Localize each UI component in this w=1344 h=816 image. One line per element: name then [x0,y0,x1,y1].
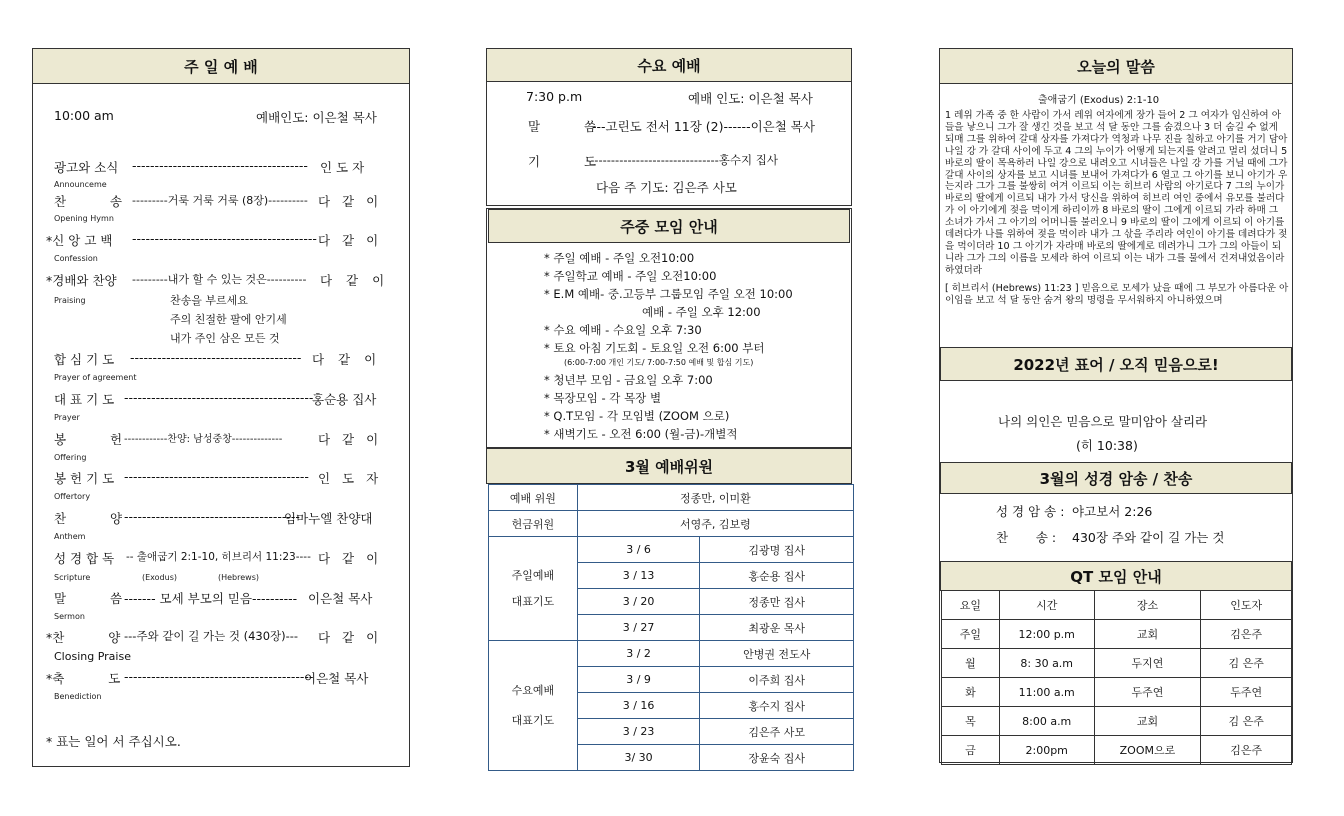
header-place: 장소 [1094,591,1201,620]
memory-title [940,462,1292,494]
order-item-english: Benediction [54,692,102,701]
label-line: 대표기도 [511,713,555,727]
qt-title [940,561,1292,591]
meeting-item: * 목장모임 - 각 목장 별 [544,391,662,405]
order-item-dots: ----------------------------------------- [132,231,317,246]
march-title-text: 3월 예배위원 [624,457,714,476]
qt-schedule-table [941,590,1292,765]
order-item-dots: ---------거룩 거룩 거룩 (8장)---------- [132,194,308,207]
order-item-english: Scripture [54,573,91,582]
order-item-label: 찬 송 [54,194,123,209]
memory-verse-label: 성 경 암 송 : [996,504,1065,519]
order-item-english: Opening Hymn [54,214,114,223]
table-row [942,736,1292,765]
praise-song-line: 찬송을 부르세요 [170,294,248,307]
order-item-english: Offering [54,453,87,462]
motto-title-text: 2022년 표어 / 오직 믿음으로! [1013,355,1219,374]
header-day: 요일 [942,591,1000,620]
order-item-label: 찬 양 [54,511,123,526]
place-cell: 교회 [1094,620,1201,649]
place-cell: 두지연 [1094,649,1201,678]
table-row [489,485,854,511]
date-cell: 3/ 30 [577,745,700,771]
meeting-item-note: (6:00-7:00 개인 기도/ 7:00-7:50 예배 및 합심 기도) [564,358,754,367]
leader-cell: 김 은주 [1201,707,1292,736]
names-cell: 정종만, 이미환 [577,485,853,511]
order-item-english: Offertory [54,492,91,501]
person-cell: 안병권 전도사 [700,641,854,667]
standing-footnote: * 표는 일어 서 주십시오. [46,734,181,749]
date-cell: 3 / 23 [577,719,700,745]
order-item-label: *축 도 [46,671,121,686]
person-cell: 홍수지 집사 [700,693,854,719]
order-item-english: Confession [54,254,98,263]
sunday-service-title [32,48,410,84]
table-header-row [942,591,1292,620]
memory-title-text: 3월의 성경 암송 / 찬송 [1039,469,1193,488]
place-cell: ZOOM으로 [1094,736,1201,765]
order-item-leader: 이은철 목사 [308,591,373,606]
place-cell: 교회 [1094,707,1201,736]
order-item-dots: -- 출애굽기 2:1-10, 히브리서 11:23---- [126,551,311,563]
order-item-label: 봉 헌 기 도 [54,471,115,486]
order-item-leader: 다 같 이 [318,432,379,447]
memory-hymn-label: 찬 송 : [996,530,1057,545]
exodus-text: 1 레위 가족 중 한 사람이 가서 레위 여자에게 장가 들어 2 그 여자가 임신하여 아들을 낳으니 그가 잘 생긴 것을 보고 석 달 동안 그를 숨겼으나 3 더 숨길 수 없게 되매 그를 위하여 갈대 상자를 가져다가 역청과 나무 진을 칠하고 아기를 거기 담아 나일 강 가 갈대 사이에 두고 4 그의 누이가 어떻게 되는지를 알려고 멀리 섰더니 5 바로의 딸이 목욕하러 나일 강으로 내려오고 시녀들은 나일 강 가를 거닐 때에 그가 갈대 사이의 상자를 보고 시녀를 보내어 가져다가 6 열고 그 아기를 보니 아기가 우는지라 그가 그를 불쌍히 여겨 이르되 이는 히브리 사람의 아기로다 7 그의 누이가 바로의 딸에게 이르되 내가 가서 당신을 위하여 히브리 여인 중에서 유모를 불러다가 이 아기에게 젖을 먹이게 하리이까 8 바로의 딸이 그에게 이르되 가라 하매 그 소녀가 가서 그 아기의 어머니를 불러오니 9 바로의 딸이 그에게 이르되 이 아기를 데려다가 나를 위하여 젖을 먹이라 내가 그 삯을 주리라 여인이 아기를 데려다가 젖을 먹이더라 10 그 아기가 자라매 바로의 딸에게로 데려가니 그가 그의 아들이 되니라 그가 그의 이름을 모세라 하여 이르되 이는 내가 그를 물에서 건져내었음이라 하였더라 [945,110,1288,276]
wednesday-title-text: 수요 예배 [637,56,701,75]
wednesday-prayer: --------------------------------홍수지 집사 [586,153,778,167]
meeting-item: * E.M 예배- 중.고등부 그룹모임 주일 오전 10:00 [544,287,793,301]
qt-title-text: QT 모임 안내 [1070,567,1162,586]
day-cell: 화 [942,678,1000,707]
order-item-label: 광고와 소식 [54,160,119,175]
order-item-label: 합 심 기 도 [54,352,115,367]
date-cell: 3 / 16 [577,693,700,719]
order-item-leader: 다 같 이 [318,233,379,248]
order-item-leader: 다 같 이 [320,273,385,288]
table-row [942,649,1292,678]
scripture-reference: 출애굽기 (Exodus) 2:1-10 [1038,95,1160,106]
order-item-english: Praising [54,296,86,305]
wednesday-sermon-label: 말 씀 [528,119,597,134]
order-item-dots: --------------------------------------- [124,509,300,524]
order-item-english: Announceme [54,180,107,189]
order-item-dots: --------------------------------------- [132,158,308,173]
names-cell: 서영주, 김보령 [577,511,853,537]
person-cell: 홍순용 집사 [700,563,854,589]
order-item-label: *경배와 찬양 [46,273,117,288]
date-cell: 3 / 27 [577,615,700,641]
person-cell: 김은주 사모 [700,719,854,745]
date-cell: 3 / 20 [577,589,700,615]
order-item-english: Sermon [54,612,85,621]
meeting-item: * Q.T모임 - 각 모임별 (ZOOM 으로) [544,409,730,423]
scripture-book-en: (Exodus) [142,573,177,582]
day-cell: 금 [942,736,1000,765]
meeting-item: * 새벽기도 - 오전 6:00 (월-금)-개별적 [544,427,738,441]
leader-cell: 김은주 [1201,620,1292,649]
person-cell: 정종만 집사 [700,589,854,615]
scripture-text [945,110,1289,307]
order-item-leader: 홍순용 집사 [312,392,377,407]
leader-cell: 두주연 [1201,678,1292,707]
table-row [942,707,1292,736]
place-cell: 두주연 [1094,678,1201,707]
day-cell: 주일 [942,620,1000,649]
order-item-dots: ---------내가 할 수 있는 것은---------- [132,273,307,286]
label-line: 대표기도 [511,594,555,608]
meeting-item: * 수요 예배 - 수요일 오후 7:30 [544,323,702,337]
order-item-leader: 인 도 자 [320,160,365,175]
weekly-title-text: 주중 모임 안내 [620,217,718,236]
time-cell: 11:00 a.m [999,678,1094,707]
order-item-leader: 인 도 자 [318,471,379,486]
time-cell: 12:00 p.m [999,620,1094,649]
leader-cell: 김은주 [1201,736,1292,765]
order-item-leader: 다 같 이 [318,194,379,209]
hebrews-text: [ 히브리서 (Hebrews) 11:23 ] 믿음으로 모세가 났을 때에 그 부모가 아름다운 아이임을 보고 석 달 동안 숨겨 왕의 명령을 무서워하지 아니하였으며 [945,282,1289,306]
memory-verse: 야고보서 2:26 [1072,504,1153,519]
motto-verse: 나의 의인은 믿음으로 말미암아 살리라 [998,414,1208,429]
praise-song-line: 주의 친절한 팔에 안기세 [170,313,287,326]
sunday-service-title-text: 주 일 예 배 [184,57,258,76]
order-item-dots: ------------------------------------------ [124,390,314,405]
order-item-english: Closing Praise [54,650,131,663]
date-cell: 3 / 2 [577,641,700,667]
order-item-label: 말 씀 [54,591,123,606]
meeting-item: * 토요 아침 기도회 - 토요일 오전 6:00 부터 [544,341,765,355]
motto-reference: (히 10:38) [1076,438,1138,453]
order-item-english: Anthem [54,532,86,541]
label-line: 수요예배 [511,683,555,697]
person-cell: 장윤숙 집사 [700,745,854,771]
todays-word-title-text: 오늘의 말씀 [1077,57,1155,76]
order-item-label: *신 앙 고 백 [46,233,113,248]
table-row [489,511,854,537]
order-item-dots: -------------------------------------- [130,350,302,365]
order-item-leader: 이은철 목사 [304,671,369,686]
role-cell: 예배 위원 [489,485,578,511]
next-week-prayer: 다음 주 기도: 김은주 사모 [596,180,737,195]
order-item-dots: ------------찬양: 남성중창-------------- [124,434,283,445]
order-item-dots: ------------------------------------------ [124,669,314,684]
date-cell: 3 / 6 [577,537,700,563]
person-cell: 최광운 목사 [700,615,854,641]
march-servers-title [486,448,852,484]
wednesday-sermon: ---고린도 전서 11장 (2)------이은철 목사 [592,119,815,134]
wednesday-leader: 예배 인도: 이은철 목사 [688,91,813,106]
header-time: 시간 [999,591,1094,620]
header-leader: 인도자 [1201,591,1292,620]
date-cell: 3 / 13 [577,563,700,589]
role-cell: 헌금위원 [489,511,578,537]
order-item-english: Prayer [54,413,80,422]
table-row [489,537,854,563]
person-cell: 이주희 집사 [700,667,854,693]
order-item-dots: ------- 모세 부모의 믿음---------- [124,591,298,606]
wednesday-prayer-label: 기 도 [528,154,597,169]
order-item-label: 봉 헌 [54,432,123,447]
praise-song-line: 내가 주인 삼은 모든 것 [170,332,280,345]
time-cell: 8:00 a.m [999,707,1094,736]
wednesday-service-title [486,48,852,82]
day-cell: 월 [942,649,1000,678]
meeting-item: * 청년부 모임 - 금요일 오후 7:00 [544,373,713,387]
leader-cell: 김 은주 [1201,649,1292,678]
march-servers-table [488,484,854,771]
meeting-item: * 주일 예배 - 주일 오전10:00 [544,251,695,265]
weekly-meetings-title [488,209,850,243]
todays-word-title [939,48,1293,84]
order-item-leader: 다 같 이 [318,630,379,645]
table-row [942,620,1292,649]
wednesday-time: 7:30 p.m [526,89,583,104]
scripture-book-en: (Hebrews) [218,573,260,582]
sunday-leader: 예배인도: 이은철 목사 [256,110,377,125]
order-item-label: *찬 양 [46,630,121,645]
person-cell: 김광명 집사 [700,537,854,563]
sunday-prayer-label [489,537,578,641]
order-item-dots: ----------------------------------------- [124,469,309,484]
order-item-leader: 다 같 이 [312,352,377,367]
day-cell: 목 [942,707,1000,736]
label-line: 주일예배 [511,568,555,582]
table-row [489,641,854,667]
date-cell: 3 / 9 [577,667,700,693]
order-item-leader: 다 같 이 [318,551,379,566]
time-cell: 2:00pm [999,736,1094,765]
memory-hymn: 430장 주와 같이 길 가는 것 [1072,530,1225,545]
sunday-time: 10:00 am [54,108,114,123]
order-item-english: Prayer of agreement [54,373,137,382]
meeting-item: 예배 - 주일 오후 12:00 [642,305,761,319]
time-cell: 8: 30 a.m [999,649,1094,678]
order-item-dots: ---주와 같이 길 가는 것 (430장)--- [124,629,299,643]
table-row [942,678,1292,707]
meeting-item: * 주일학교 예배 - 주일 오전10:00 [544,269,717,283]
order-item-label: 성 경 합 독 [54,551,115,566]
order-item-leader: 임마누엘 찬양대 [284,511,373,526]
order-item-label: 대 표 기 도 [54,392,115,407]
wednesday-prayer-label [489,641,578,771]
motto-title [940,347,1292,381]
